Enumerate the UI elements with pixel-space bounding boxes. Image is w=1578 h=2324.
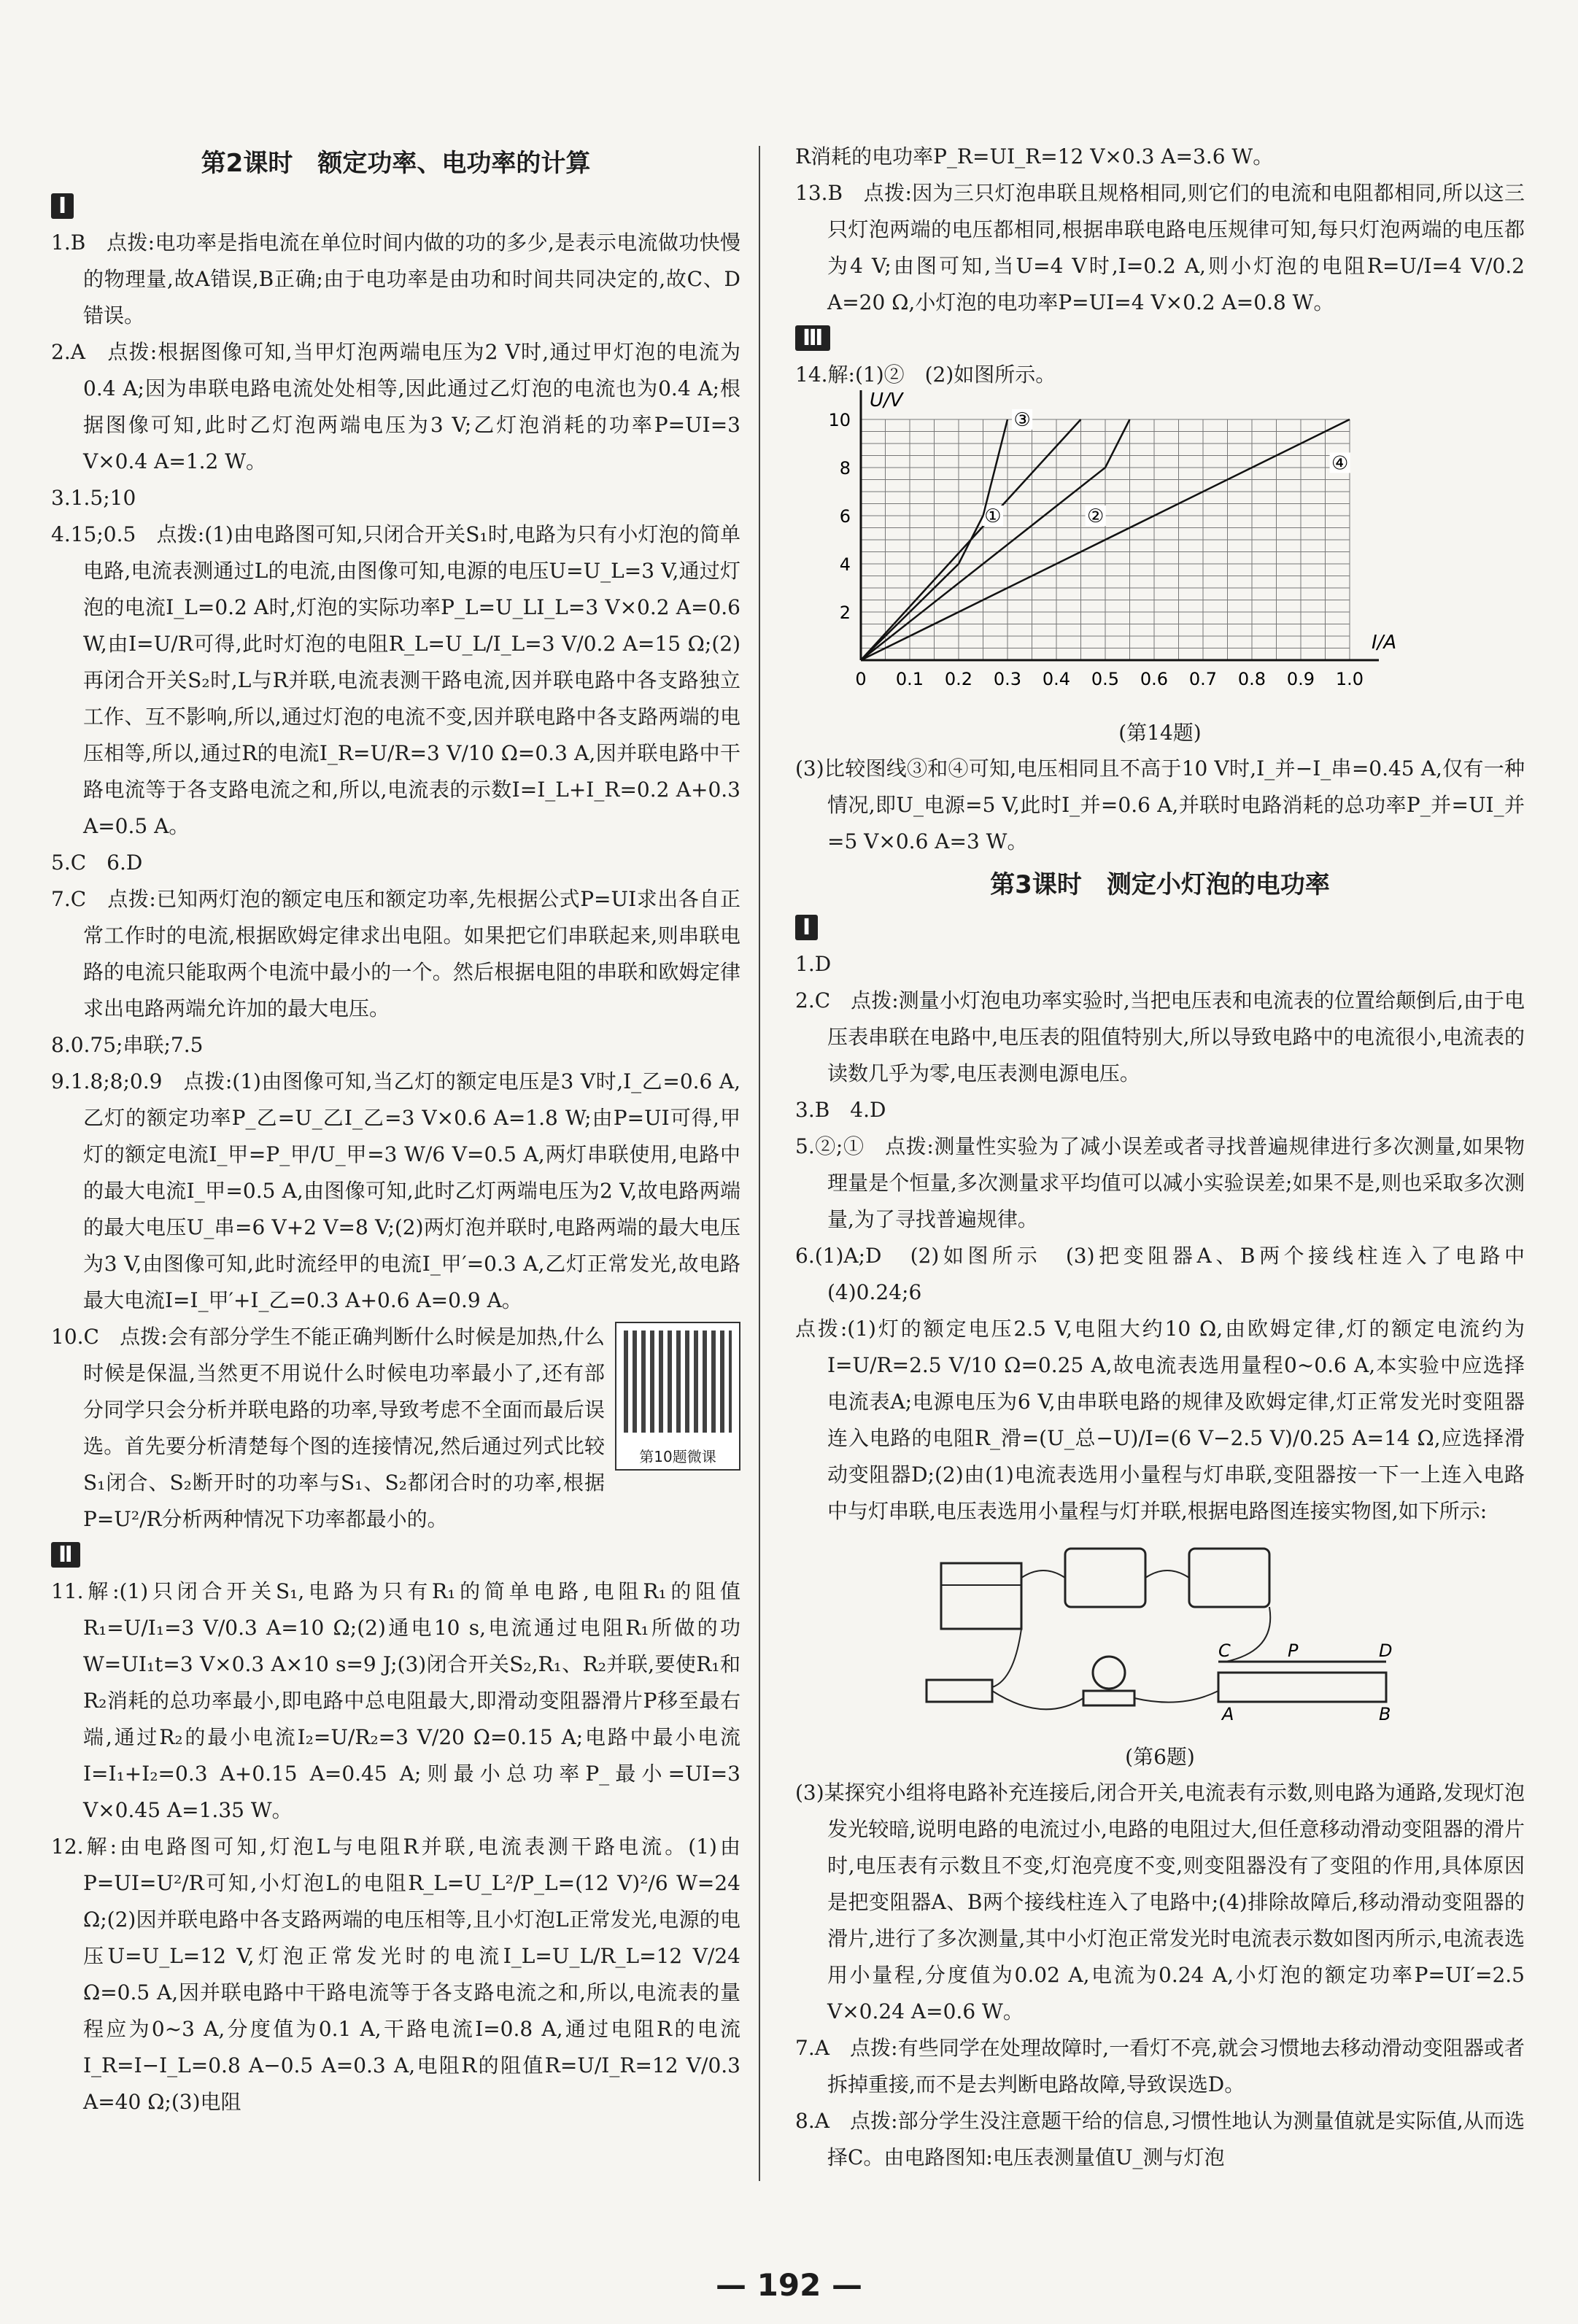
- ammeter-icon: [1065, 1549, 1145, 1607]
- x-axis-label: I/A: [1372, 632, 1397, 654]
- answer-item: 5.C 6.D: [51, 851, 143, 875]
- qr-label: 第10题微课: [639, 1448, 716, 1465]
- x-tick-label: 0.4: [1042, 669, 1071, 689]
- right-column: [795, 139, 1546, 2176]
- x-tick-label: 0.9: [1286, 669, 1315, 689]
- column-divider: [759, 146, 760, 2181]
- series-label: ④: [1331, 452, 1349, 475]
- qr-code[interactable]: [615, 1322, 740, 1471]
- section-badge-4: Ⅰ: [795, 915, 818, 940]
- terminal-P: P: [1288, 1641, 1299, 1661]
- answer-item: 点拨:(1)灯的额定电压2.5 V,电阻大约10 Ω,由欧姆定律,灯的额定电流约为I=U/R=2.5 V/10 Ω=0.25 A,故电流表选用量程0~0.6 A,本实验中应选择电流表A;电源电压为6 V,由串联电路的规律及欧姆定律,灯正常发光时变阻器连入电路的电阻R_滑=(U_总−U)/I=(6 V−2.5 V)/0.25 A=14 Ω,应选择滑动变阻器D;(2)由(1)电流表选用小量程与灯串联,变阻器按一下一上连入电路中与灯串联,电压表选用小量程与灯并联,根据电路图连接实物图,如下所示:: [795, 1317, 1525, 1523]
- y-tick-label: 6: [839, 506, 851, 527]
- series-label: ②: [1086, 506, 1105, 527]
- answer-item: 3.B 4.D: [795, 1098, 886, 1122]
- x-tick-label: 0.1: [895, 669, 924, 689]
- battery-icon: [941, 1563, 1021, 1629]
- y-tick-label: 2: [839, 603, 851, 623]
- left-column: [51, 139, 740, 2120]
- item-14-3: (3)比较图线③和④可知,电压相同且不高于10 V时,I_并−I_串=0.45 A,仅有一种情况,即U_电源=5 V,此时I_并=0.6 A,并联时电路消耗的总功率P_并=UI_并=5 V×0.6 A=3 W。: [795, 756, 1525, 853]
- circuit-diagram: [897, 1534, 1423, 1738]
- answer-item: 3.1.5;10: [51, 486, 136, 510]
- right-items-b: [795, 946, 1546, 1530]
- answer-item: 2.A 点拨:根据图像可知,当甲灯泡两端电压为2 V时,通过甲灯泡的电流为0.4 A;因为串联电路电流处处相等,因此通过乙灯泡的电流也为0.4 A;根据图像可知,此时乙灯泡两端电压为3 V;乙灯泡消耗的功率P=UI=3 V×0.4 A=1.2 W。: [51, 340, 740, 473]
- x-tick-label: 0.8: [1237, 669, 1266, 689]
- answer-item: 6.(1)A;D (2)如图所示 (3)把变阻器A、B两个接线柱连入了电路中 (4)0.24;6: [795, 1244, 1546, 1304]
- x-tick-label: 0.2: [944, 669, 973, 689]
- answer-item: 13.B 点拨:因为三只灯泡串联且规格相同,则它们的电流和电阻都相同,所以这三只灯泡两端的电压都相同,根据串联电路电压规律可知,每只灯泡两端的电压都为4 V;由图可知,当U=4 V时,I=0.2 A,则小灯泡的电阻R=U/I=4 V/0.2 A=20 Ω,小灯泡的电功率P=UI=4 V×0.2 A=0.8 W。: [795, 181, 1525, 314]
- section-badge-2: Ⅱ: [51, 1542, 80, 1568]
- left-items-2: [51, 1573, 740, 2120]
- answer-item: 4.15;0.5 点拨:(1)由电路图可知,只闭合开关S₁时,电路为只有小灯泡的简单电路,电流表测通过L的电流,由图像可知,电源的电压U=U_L=3 V,通过灯泡的电流I_L=0.2 A时,灯泡的实际功率P_L=U_LI_L=3 V×0.2 A=0.6 W,由I=U/R可得,此时灯泡的电阻R_L=U_L/I_L=3 V/0.2 A=15 Ω;(2)再闭合开关S₂时,L与R并联,电流表测干路电流,因并联电路中各支路独立工作、互不影响,所以,通过灯泡的电流不变,因并联电路中各支路两端的电压相等,所以,通过R的电流I_R=U/R=3 V/10 Ω=0.3 A,因并联电路中干路电流等于各支路电流之和,所以,电流表的示数I=I_L+I_R=0.2 A+0.3 A=0.5 A。: [51, 522, 740, 838]
- voltmeter-icon: [1189, 1549, 1269, 1607]
- answer-item: 1.B 点拨:电功率是指电流在单位时间内做的功的多少,是表示电流做功快慢的物理量,故A错误,B正确;由于电功率是由功和时间共同决定的,故C、D错误。: [51, 231, 740, 328]
- series-label: ③: [1013, 409, 1031, 431]
- chart-svg: [795, 390, 1397, 711]
- x-tick-label: 1.0: [1335, 669, 1364, 689]
- lesson-title-2: 第3课时 测定小灯泡的电功率: [990, 870, 1330, 899]
- answer-item: 7.A 点拨:有些同学在处理故障时,一看灯不亮,就会习惯地去移动滑动变阻器或者拆掉重接,而不是去判断电路故障,导致误选D。: [795, 2036, 1525, 2096]
- y-axis-label: U/V: [870, 390, 903, 411]
- section-badge-3: Ⅲ: [795, 325, 830, 351]
- x-tick-label: 0.6: [1140, 669, 1169, 689]
- answer-item: 8.A 点拨:部分学生没注意题干给的信息,习惯性地认为测量值就是实际值,从而选择C。由电路图知:电压表测量值U_测与灯泡: [795, 2109, 1525, 2169]
- bulb-base-icon: [1083, 1691, 1134, 1705]
- switch-icon: [927, 1680, 992, 1702]
- left-items: [51, 225, 740, 1538]
- answer-item: 9.1.8;8;0.9 点拨:(1)由图像可知,当乙灯的额定电压是3 V时,I_乙=0.6 A,乙灯的额定功率P_乙=U_乙I_乙=3 V×0.6 A=1.8 W;由P=UI可得,甲灯的额定电流I_甲=P_甲/U_甲=3 W/6 V=0.5 A,两灯串联使用,电路中的最大电流I_甲=0.5 A,由图像可知,此时乙灯两端电压为2 V,故电路两端的最大电压U_串=6 V+2 V=8 V;(2)两灯泡并联时,电路两端的最大电压为3 V,由图像可知,此时流经甲的电流I_甲′=0.3 A,乙灯正常发光,故电路最大电流I=I_甲′+I_乙=0.3 A+0.6 A=0.9 A。: [51, 1069, 740, 1312]
- section-badge-1: Ⅰ: [51, 193, 74, 219]
- answer-item: R消耗的电功率P_R=UI_R=12 V×0.3 A=3.6 W。: [795, 144, 1274, 169]
- y-tick-label: 4: [839, 554, 851, 575]
- x-tick-label: 0: [855, 669, 867, 689]
- y-tick-label: 8: [839, 458, 851, 479]
- answer-item: 7.C 点拨:已知两灯泡的额定电压和额定功率,先根据公式P=UI求出各自正常工作时的电流,根据欧姆定律求出电阻。如果把它们串联起来,则串联电路的电流只能取两个电流中最小的一个。然后根据电阻的串联和欧姆定律求出电路两端允许加的最大电压。: [51, 887, 740, 1020]
- x-tick-label: 0.7: [1188, 669, 1218, 689]
- qr-code-icon: [624, 1331, 732, 1433]
- terminal-B: B: [1379, 1704, 1391, 1724]
- x-tick-label: 0.5: [1091, 669, 1120, 689]
- answer-item: 10.C 点拨:会有部分学生不能正确判断什么时候是加热,什么时候是保温,当然更不用说什么时候电功率最小了,还有部分同学只会分析并联电路的功率,导致考虑不全面而最后误选。首先要分析清楚每个图的连接情况,然后通过列式比较S₁闭合、S₂断开时的功率与S₁、S₂都闭合时的功率,根据P=U²/R分析两种情况下功率都最小的。: [51, 1325, 605, 1531]
- answer-item: 8.0.75;串联;7.5: [51, 1033, 204, 1057]
- answer-item: 12.解:由电路图可知,灯泡L与电阻R并联,电流表测干路电流。(1)由P=UI=U²/R可知,小灯泡L的电阻R_L=U_L²/P_L=(12 V)²/6 W=24 Ω;(2)因并联电路中各支路两端的电压相等,且小灯泡L正常发光,电源的电压U=U_L=12 V,灯泡正常发光时的电流I_L=U_L/R_L=12 V/24 Ω=0.5 A,因并联电路中干路电流等于各支路电流之和,所以,电流表的量程应为0~3 A,分度值为0.1 A,干路电流I=0.8 A,通过电阻R的电流I_R=I−I_L=0.8 A−0.5 A=0.3 A,电阻R的阻值R=U/I_R=12 V/0.3 A=40 Ω;(3)电阻: [51, 1835, 740, 2114]
- wire-top: [1021, 1570, 1189, 1578]
- answer-item: (3)某探究小组将电路补充连接后,闭合开关,电流表有示数,则电路为通路,发现灯泡发光较暗,说明电路的电流过小,电路的电阻过大,但任意移动滑动变阻器的滑片时,电压表有示数且不变,灯泡亮度不变,则变阻器没有了变阻的作用,具体原因是把变阻器A、B两个接线柱连入了电路中;(4)排除故障后,移动滑动变阻器的滑片,进行了多次测量,其中小灯泡正常发光时电流表示数如图丙所示,电流表选用小量程,分度值为0.02 A,电流为0.24 A,小灯泡的额定功率P=UI′=2.5 V×0.24 A=0.6 W。: [795, 1781, 1525, 2023]
- x-tick-label: 0.3: [993, 669, 1022, 689]
- right-items-c: [795, 1775, 1525, 2176]
- page-number: — 192 —: [716, 2267, 862, 2303]
- answer-item: 5.②;① 点拨:测量性实验为了减小误差或者寻找普遍规律进行多次测量,如果物理量是个恒量,多次测量求平均值可以减小实验误差;如果不是,则也采取多次测量,为了寻找普遍规律。: [795, 1134, 1525, 1231]
- circuit-figure: [795, 1534, 1525, 1770]
- terminal-D: D: [1379, 1641, 1393, 1661]
- terminal-C: C: [1218, 1641, 1231, 1661]
- lesson-title: 第2课时 额定功率、电功率的计算: [201, 149, 591, 178]
- bulb-icon: [1093, 1657, 1125, 1689]
- series-label: ①: [984, 506, 1002, 527]
- terminal-A: A: [1222, 1704, 1234, 1724]
- item-14: 14.解:(1)② (2)如图所示。: [795, 363, 1056, 387]
- answer-item: 1.D: [795, 952, 832, 976]
- right-top-items: [795, 139, 1525, 321]
- chart-caption: (第14题): [1118, 721, 1202, 745]
- answer-item: 11.解:(1)只闭合开关S₁,电路为只有R₁的简单电路,电阻R₁的阻值R₁=U/I₁=3 V/0.3 A=10 Ω;(2)通电10 s,电流通过电阻R₁所做的功W=UI₁t=3 V×0.3 A×10 s=9 J;(3)闭合开关S₂,R₁、R₂并联,要使R₁和R₂消耗的总功率最小,即电路中总电阻最大,即滑动变阻器滑片P移至最右端,通过R₂的最小电流I₂=U/R₂=3 V/20 Ω=0.15 A;电路中最小电流I=I₁+I₂=0.3 A+0.15 A=0.45 A;则最小总功率P_最小=UI=3 V×0.45 A=1.35 W。: [51, 1579, 740, 1822]
- chart-figure: [795, 390, 1525, 746]
- rheostat-icon: [1218, 1673, 1386, 1702]
- circuit-caption: (第6题): [1125, 1745, 1195, 1769]
- answer-item: 2.C 点拨:测量小灯泡电功率实验时,当把电压表和电流表的位置给颠倒后,由于电压表串联在电路中,电压表的阻值特别大,所以导致电路中的电流很小,电流表的读数几乎为零,电压表测电源电压。: [795, 988, 1525, 1085]
- y-tick-label: 10: [828, 410, 851, 430]
